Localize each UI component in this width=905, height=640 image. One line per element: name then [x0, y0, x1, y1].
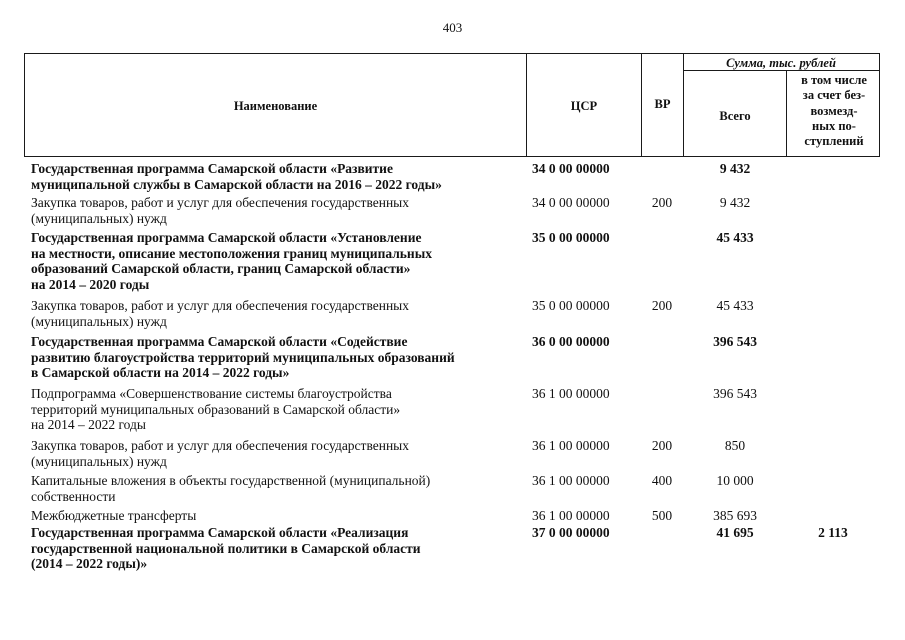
row-vr: 200 [651, 195, 673, 210]
row-name [31, 525, 421, 572]
row-code: 34 0 00 00000 [532, 195, 610, 210]
row-name-line: Межбюджетные трансферты [31, 508, 197, 523]
row-vr: 200 [651, 298, 673, 313]
row-name [31, 473, 430, 504]
header-including-line: ступлений [804, 134, 864, 149]
header-including-line: ных по- [812, 118, 856, 133]
row-code: 36 0 00 00000 [532, 334, 610, 349]
row-name-line: Закупка товаров, работ и услуг для обеспечения государственных [31, 298, 410, 313]
row-name [31, 195, 409, 226]
row-name [31, 386, 400, 433]
row-code: 36 1 00 00000 [532, 438, 610, 453]
row-name-line: (муниципальных) нужд [31, 210, 167, 226]
row-name-line: Государственная программа Самарской области «Развитие [31, 161, 393, 176]
row-total: 9 432 [719, 195, 751, 210]
header-name: Наименование [233, 99, 318, 113]
header-vr: ВР [654, 97, 671, 111]
row-code: 36 1 00 00000 [532, 473, 610, 488]
header-including-line: возмезд- [810, 103, 858, 118]
row-vr: 200 [651, 438, 673, 453]
header-sum-title: Сумма, тыс. рублей [726, 56, 836, 70]
row-code: 36 1 00 00000 [532, 508, 610, 523]
row-vr: 500 [651, 508, 673, 523]
row-code: 37 0 00 00000 [532, 525, 610, 540]
row-code: 35 0 00 00000 [532, 298, 610, 313]
row-total: 10 000 [716, 473, 754, 488]
row-name-line: Подпрограмма «Совершенствование системы благоустройства [31, 386, 392, 401]
row-name-line: Закупка товаров, работ и услуг для обеспечения государственных [31, 195, 410, 210]
row-name-line: на 2014 – 2022 годы [31, 417, 146, 433]
row-name-line: (2014 – 2022 годы)» [31, 556, 148, 572]
row-code: 35 0 00 00000 [532, 230, 610, 245]
row-name-line: Государственная программа Самарской области «Установление [31, 230, 422, 245]
row-name-line: территорий муниципальных образований в Самарской области» [31, 401, 401, 417]
row-name [31, 161, 442, 192]
row-name [31, 438, 409, 469]
row-total: 41 695 [716, 525, 754, 540]
row-name [31, 508, 196, 524]
row-name-line: Капитальные вложения в объекты государственной (муниципальной) [31, 473, 431, 488]
row-including: 2 113 [818, 525, 848, 540]
row-name [31, 334, 455, 381]
row-vr: 400 [651, 473, 673, 488]
row-name-line: в Самарской области на 2014 – 2022 годы» [31, 365, 290, 381]
header-top-border [24, 53, 880, 54]
row-code: 36 1 00 00000 [532, 386, 610, 401]
row-total: 396 543 [713, 334, 757, 349]
row-total: 45 433 [716, 230, 754, 245]
header-csr: ЦСР [570, 99, 598, 113]
row-name-line: собственности [31, 488, 116, 504]
row-name-line: на 2014 – 2020 годы [31, 276, 150, 292]
row-total: 9 432 [719, 161, 751, 176]
header-bottom-border [24, 156, 880, 157]
row-name-line: развитию благоустройства территорий муниципальных образований [31, 349, 455, 365]
row-name-line: Государственная программа Самарской области «Содействие [31, 334, 408, 349]
row-name-line: (муниципальных) нужд [31, 453, 167, 469]
row-total: 385 693 [713, 508, 757, 523]
row-name-line: государственной национальной политики в Самарской области [31, 540, 421, 556]
row-name [31, 298, 409, 329]
page-number: 403 [442, 20, 463, 35]
row-name-line: на местности, описание местоположения границ муниципальных [31, 245, 433, 261]
row-total: 45 433 [716, 298, 754, 313]
row-name-line: муниципальной службы в Самарской области на 2016 – 2022 годы» [31, 176, 442, 192]
header-including [786, 73, 882, 149]
header-total: Всего [719, 109, 751, 123]
row-total: 850 [724, 438, 746, 453]
row-name-line: Закупка товаров, работ и услуг для обеспечения государственных [31, 438, 410, 453]
row-name-line: образований Самарской области, границ Самарской области» [31, 261, 411, 277]
header-including-line: в том числе [801, 73, 867, 87]
row-name [31, 230, 432, 292]
row-name-line: Государственная программа Самарской области «Реализация [31, 525, 409, 540]
row-total: 396 543 [713, 386, 757, 401]
row-name-line: (муниципальных) нужд [31, 313, 167, 329]
row-code: 34 0 00 00000 [532, 161, 610, 176]
header-including-line: за счет без- [802, 88, 866, 103]
